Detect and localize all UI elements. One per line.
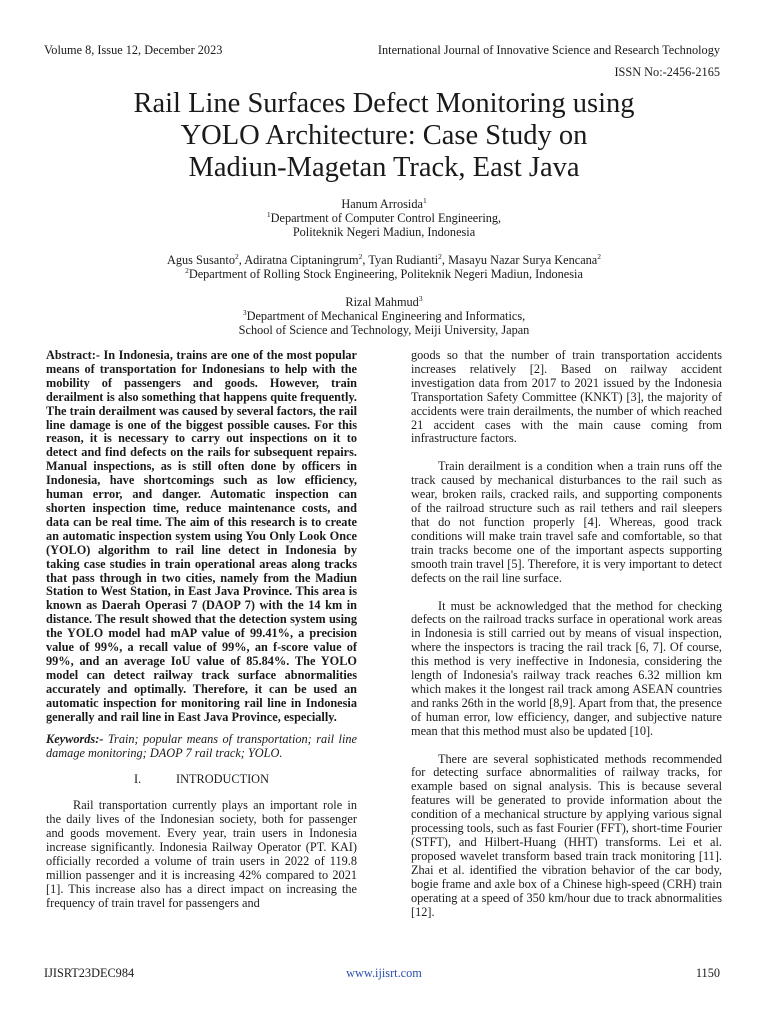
issn: ISSN No:-2456-2165 <box>614 65 720 79</box>
paper-code: IJISRT23DEC984 <box>44 966 135 980</box>
section-heading <box>46 773 357 787</box>
title-line: Rail Line Surfaces Defect Monitoring using <box>133 88 635 119</box>
author-block-3: Rizal Mahmud$^3$ $^3$Department of Mechanical Engineering and Informatics, School of Science and Technology, Meiji University, Japan <box>44 295 724 337</box>
keywords-label: Keywords:- <box>46 732 104 747</box>
section-title: INTRODUCTION <box>176 772 269 787</box>
body-paragraph: It must be acknowledged that the method for checking defects on the railroad tracks surface in operational work areas in Indonesia is still carried out by means of visual inspection, where the inspectors is tracing the rail track [6, 7]. Of course, this method is very ineffective in Indonesia, considering the length of Indonesia's railway track reaches 6.32 million km which makes it the longest rail track among ASEAN countries and ranks 26th in the world [8,9]. Apart from that, the presence of human error, low efficiency, danger, and subjective nature mean that this method must also be updated [10]. <box>411 598 722 738</box>
title-line: Madiun-Magetan Track, East Java <box>188 152 580 183</box>
author-name: Rizal Mahmud <box>345 295 419 309</box>
body-paragraph: goods so that the number of train transportation accidents increases relatively [2]. Based on railway accident investigation data from 2017 to 2021 issued by the Indonesia Transportation Safety Committee (KNKT) [3], the majority of accidents were train derailments, the number of which reached 21 accident cases with the main cause coming from infrastructure factors. <box>411 348 722 446</box>
volume-issue: Volume 8, Issue 12, December 2023 <box>44 43 223 57</box>
author-name: Tyan Rudianti <box>368 253 439 267</box>
affiliation: Politeknik Negeri Madiun, Indonesia <box>292 225 476 239</box>
keywords: Keywords:- Train; popular means of transportation; rail line damage monitoring; DAOP 7 rail track; YOLO. <box>46 732 357 761</box>
body-paragraph: There are several sophisticated methods recommended for detecting surface abnormalities of railway tracks, for example based on signal analysis. This is because several features will be generated to provide information about the condition of a mechanical structure by applying various signal processing tools, such as fast Fourier (FFT), short-time Fourier (STFT), and Hilbert-Huang (HHT) transforms. Lei et al. proposed wavelet transform based train track monitoring [11]. Zhai et al. identified the vibration behavior of the car body, bogie frame and axle box of a Chinese high-speed (CRH) train operating at a speed of 350 km/hour due to track abnormalities [12]. <box>411 751 722 919</box>
body-paragraph: Train derailment is a condition when a train runs off the track caused by mechanical disturbances to the rail such as wear, broken rails, cracked rails, and supporting components of the railroad structure such as rail tethers and rail sleepers that do not function properly [4]. Whereas, good track conditions will make train travel safe and comfortable, so that train tracks become one of the important aspects supporting smooth train travel [5]. Therefore, it is very important to detect defects on the rail line surface. <box>411 459 722 585</box>
affiliation: School of Science and Technology, Meiji University, Japan <box>238 323 530 337</box>
page-number: 1150 <box>695 966 720 980</box>
author-block-2: Agus Susanto$^2$, Adiratna Ciptaningrum$^2$, Tyan Rudianti$^2$, Masayu Nazar Surya Kencana$^2$ $^2$Department of Rolling Stock Engineering, Politeknik Negeri Madiun, Indonesia <box>166 252 602 281</box>
author-name: Masayu Nazar Surya Kencana <box>448 253 598 267</box>
paper-title <box>84 88 684 184</box>
journal-name: International Journal of Innovative Science and Research Technology <box>377 43 720 57</box>
section-number: I. <box>134 772 142 787</box>
intro-paragraph: Rail transportation currently plays an important role in the daily lives of the Indonesian society, both for passenger and goods movement. Every year, train users in Indonesia increase significantly. Indonesia Railway Operator (PT. KAI) officially recorded a volume of train users in 2022 of 119.8 million passenger and it is increasing 42% compared to 2021 [1]. This increase also has a direct impact on increasing the frequency of train travel for passengers and <box>46 798 357 910</box>
title-line: YOLO Architecture: Case Study on <box>180 120 588 151</box>
journal-link[interactable]: www.ijisrt.com <box>346 966 422 980</box>
affiliation: Department of Computer Control Engineering, <box>270 211 502 225</box>
author-name: Hanum Arrosida <box>341 197 423 211</box>
author-block-1: Hanum Arrosida$^1$ $^1$Department of Computer Control Engineering, Politeknik Negeri Madiun, Indonesia <box>44 197 724 239</box>
right-column <box>411 349 722 919</box>
left-column <box>46 349 357 910</box>
abstract: Abstract:- In Indonesia, trains are one of the most popular means of transportation for Indonesians to help with the mobility of passengers and goods. However, train derailment is also something that happens quite frequently. The train derailment was caused by several factors, the rail line damage is one of the biggest possible causes. For this reason, it is necessary to carry out inspections on it to detect and find defects on the rails for subsequent repairs. Manual inspections, as is still often done by officers in Indonesia, have shortcomings such as low efficiency, human error, and danger. Automatic inspection can shorten inspection time, reduce maintenance costs, and data can be real time. The aim of this research is to create an automatic inspection system using You Only Look Once (YOLO) algorithm to rail line detect in Indonesia by taking case studies in train operational areas along tracks that pass through in two cities, namely from the Madiun Station to West Station, in East Java Province. This area is known as Daerah Operasi 7 (DAOP 7) with the 14 km in distance. The result showed that the detection system using the YOLO model had mAP value of 99.41%, a precision value of 99%, a recall value of 99%, an f-score value of 99%, and an average IoU value of 85.84%. The YOLO model can detect railway track surface abnormalities accurately and optimally. Therefore, it can be used an automatic inspection for monitoring rail line in Indonesia generally and rail line in East Java Province, especially. <box>46 348 357 724</box>
author-name: Adiratna Ciptaningrum <box>244 253 359 267</box>
affiliation: Department of Rolling Stock Engineering, Politeknik Negeri Madiun, Indonesia <box>188 267 583 281</box>
affiliation: Department of Mechanical Engineering and Informatics, <box>246 309 526 323</box>
author-name: Agus Susanto <box>166 253 235 267</box>
